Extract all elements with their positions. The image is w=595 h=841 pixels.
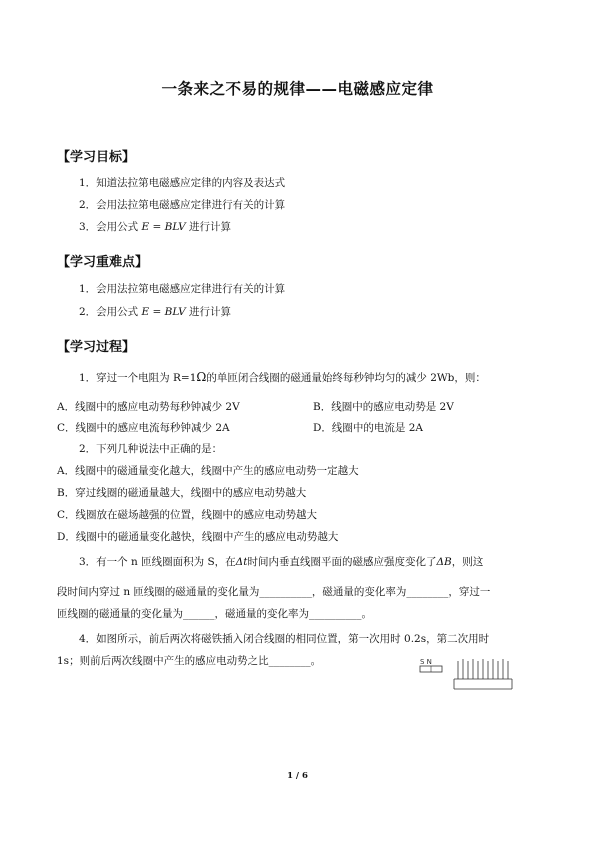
question-1-stem-prefix: 1．穿过一个电阻为 R=1 [79, 372, 197, 384]
omega-symbol: Ω [196, 370, 207, 384]
keypoint-item-2 [79, 305, 231, 319]
question-3-line-2: 段时间内穿过 n 匝线圈的磁通量的变化量为__________，磁通量的变化率为________，穿过一 [57, 586, 491, 598]
question-3-line-1-prefix: 3．有一个 n 匝线圈面积为 S，在 [79, 556, 236, 568]
question-1-stem [79, 370, 486, 385]
question-3-line-3: 匝线圈的磁通量的变化量为______，磁通量的变化率为__________。 [57, 608, 372, 620]
goal-item-2: 2．会用法拉第电磁感应定律进行有关的计算 [79, 199, 286, 211]
formula-e-blv: E = BLV [141, 306, 186, 318]
magnet-coil-figure [418, 655, 518, 695]
goal-item-3-suffix: 进行计算 [189, 221, 232, 233]
goal-item-1: 1．知道法拉第电磁感应定律的内容及表达式 [79, 177, 286, 189]
formula-e-blv: E = BLV [141, 221, 186, 233]
goal-item-3-prefix: 3．会用公式 [79, 221, 139, 233]
section-heading-keypoints: 【学习重难点】 [57, 255, 149, 270]
question-1-stem-suffix: 的单匝闭合线圈的磁通量始终每秒钟均匀的减少 2Wb，则： [206, 372, 486, 384]
question-2-option-d: D．线圈中的磁通量变化越快，线圈中产生的感应电动势越大 [57, 531, 339, 543]
question-4-line-1: 4．如图所示，前后两次将磁铁插入闭合线圈的相同位置，第一次用时 0.2s，第二次用时 [79, 633, 490, 645]
goal-item-3 [79, 220, 231, 234]
question-2-option-b: B．穿过线圈的磁通量越大，线圈中的感应电动势越大 [57, 487, 307, 499]
section-heading-process: 【学习过程】 [57, 340, 136, 355]
delta-b-symbol: ΔB [436, 556, 452, 568]
page-number: 1 / 6 [287, 771, 308, 781]
question-1-option-c: C．线圈中的感应电流每秒钟减少 2A [57, 422, 230, 434]
question-1-option-b: B．线圈中的感应电动势是 2V [313, 401, 454, 413]
coil-shape [454, 659, 512, 689]
question-3-line-1 [79, 555, 483, 569]
magnet-pole-label: S N [420, 658, 432, 666]
page-title: 一条来之不易的规律——电磁感应定律 [161, 80, 434, 98]
question-3-line-1-suffix: ，则这 [451, 556, 484, 568]
question-1-option-a: A．线圈中的感应电动势每秒钟减少 2V [57, 401, 240, 413]
question-1-option-d: D．线圈中的电流是 2A [313, 422, 424, 434]
question-4-line-2: 1s；则前后两次线圈中产生的感应电动势之比________。 [57, 655, 322, 667]
keypoint-item-2-prefix: 2．会用公式 [79, 306, 139, 318]
keypoint-item-2-suffix: 进行计算 [189, 306, 232, 318]
question-2-option-a: A．线圈中的磁通量变化越大，线圈中产生的感应电动势一定越大 [57, 465, 359, 477]
delta-t-symbol: Δt [235, 556, 248, 568]
section-heading-goals: 【学习目标】 [57, 150, 136, 165]
question-2-option-c: C．线圈放在磁场越强的位置，线圈中的感应电动势越大 [57, 509, 318, 521]
keypoint-item-1: 1．会用法拉第电磁感应定律进行有关的计算 [79, 283, 286, 295]
question-3-line-1-middle: 时间内垂直线圈平面的磁感应强度变化了 [247, 556, 437, 568]
question-2-stem: 2．下列几种说法中正确的是： [79, 443, 223, 455]
